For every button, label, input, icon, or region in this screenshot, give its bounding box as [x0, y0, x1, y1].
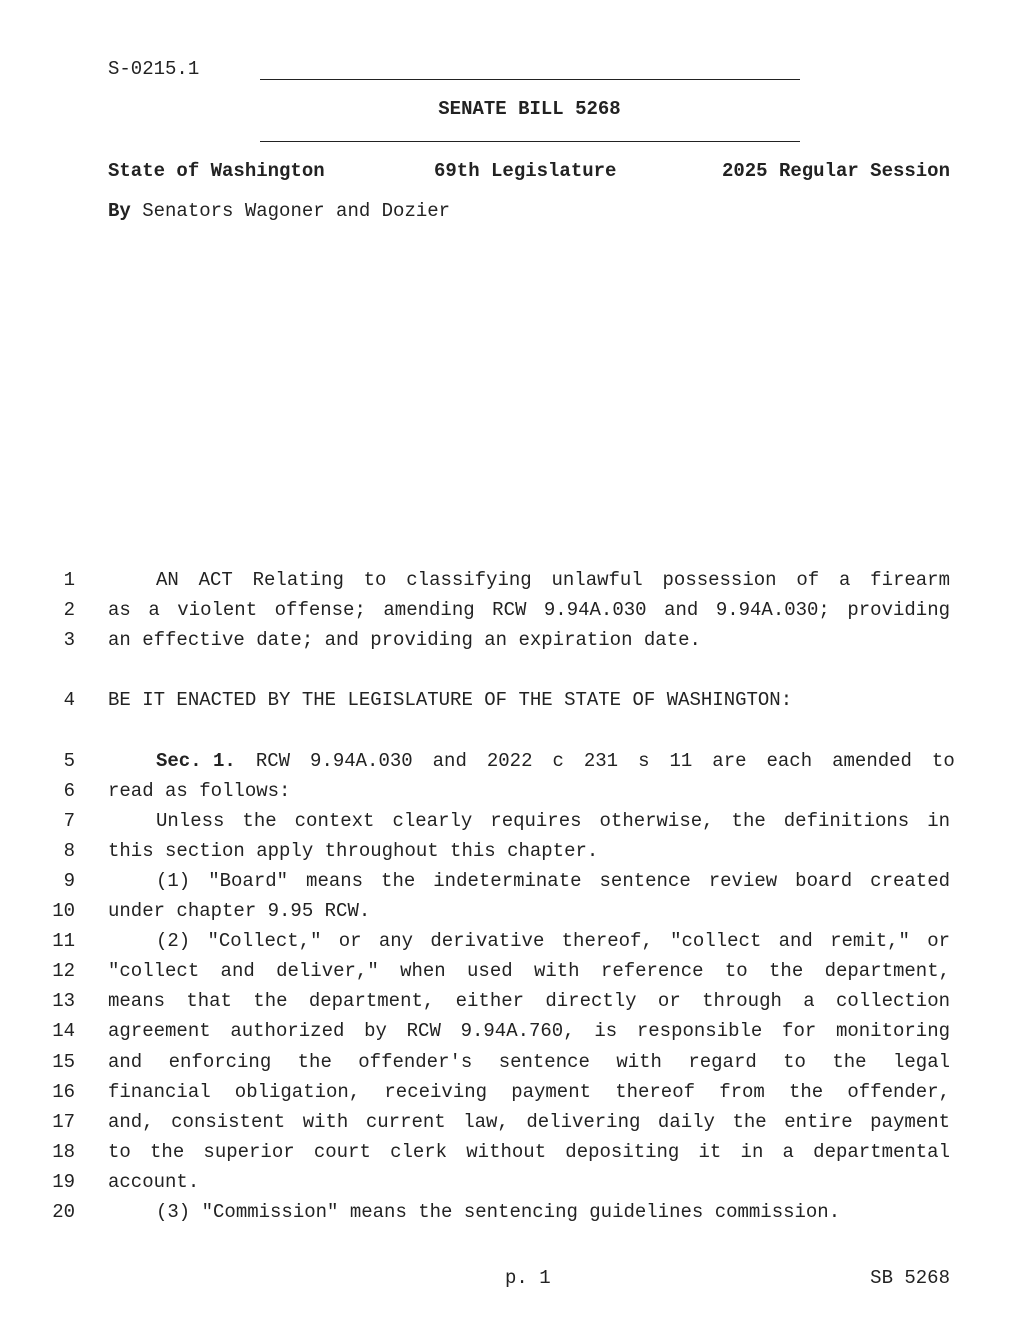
legislature: 69th Legislature — [434, 160, 617, 182]
text-line: as a violent offense; amending RCW 9.94A.030 and 9.94A.030; providing — [108, 599, 950, 621]
state-name: State of Washington — [108, 160, 325, 182]
document-id: S-0215.1 — [108, 58, 200, 80]
text-line: means that the department, either directly or through a collection — [108, 990, 950, 1012]
line-number: 10 — [52, 900, 75, 922]
sponsor-names: Senators Wagoner and Dozier — [142, 200, 451, 222]
line-number: 15 — [52, 1051, 75, 1073]
line-number: 7 — [63, 810, 75, 832]
line-number: 16 — [52, 1081, 75, 1103]
line-number: 3 — [63, 629, 75, 651]
text-line: to the superior court clerk without depositing it in a departmental — [108, 1141, 950, 1163]
sponsor-line — [108, 200, 450, 222]
line-number: 9 — [63, 870, 75, 892]
text-line: (2) "Collect," or any derivative thereof, "collect and remit," or — [156, 930, 950, 952]
bill-title: SENATE BILL 5268 — [438, 98, 621, 120]
line-number: 11 — [52, 930, 75, 952]
line-number: 17 — [52, 1111, 75, 1133]
text-line: (3) "Commission" means the sentencing guidelines commission. — [156, 1201, 841, 1223]
line-number: 18 — [52, 1141, 75, 1163]
text-line: (1) "Board" means the indeterminate sentence review board created — [156, 870, 950, 892]
sponsor-prefix: By — [108, 200, 131, 222]
line-number: 6 — [63, 780, 75, 802]
text-line: under chapter 9.95 RCW. — [108, 900, 371, 922]
line-number: 4 — [63, 689, 75, 711]
line-number: 13 — [52, 990, 75, 1012]
section-heading-line — [108, 750, 955, 772]
text-line: and, consistent with current law, delivering daily the entire payment — [108, 1111, 950, 1133]
line-number: 1 — [63, 569, 75, 591]
session: 2025 Regular Session — [721, 160, 950, 182]
line-number: 2 — [63, 599, 75, 621]
enacting-clause: BE IT ENACTED BY THE LEGISLATURE OF THE STATE OF WASHINGTON: — [108, 689, 793, 711]
text-line: read as follows: — [108, 780, 291, 802]
title-rule-top — [260, 79, 800, 80]
text-line: agreement authorized by RCW 9.94A.760, is responsible for monitoring — [108, 1020, 950, 1042]
line-number: 19 — [52, 1171, 75, 1193]
section-amend-text: RCW 9.94A.030 and 2022 c 231 s 11 are each amended to — [235, 750, 955, 772]
title-rule-bottom — [260, 141, 800, 142]
text-line: and enforcing the offender's sentence with regard to the legal — [108, 1051, 950, 1073]
line-number: 12 — [52, 960, 75, 982]
text-line: AN ACT Relating to classifying unlawful possession of a firearm — [156, 569, 950, 591]
text-line: account. — [108, 1171, 200, 1193]
page-number: p. 1 — [505, 1267, 551, 1289]
line-number: 14 — [52, 1020, 75, 1042]
text-line: an effective date; and providing an expiration date. — [108, 629, 701, 651]
line-number: 20 — [52, 1201, 75, 1223]
text-line: financial obligation, receiving payment thereof from the offender, — [108, 1081, 950, 1103]
text-line: this section apply throughout this chapter. — [108, 840, 599, 862]
text-line: Unless the context clearly requires otherwise, the definitions in — [156, 810, 950, 832]
footer-bill-id: SB 5268 — [870, 1267, 950, 1289]
line-number: 8 — [63, 840, 75, 862]
section-number: Sec. 1. — [156, 750, 236, 772]
line-number: 5 — [63, 750, 75, 772]
text-line: "collect and deliver," when used with reference to the department, — [108, 960, 950, 982]
